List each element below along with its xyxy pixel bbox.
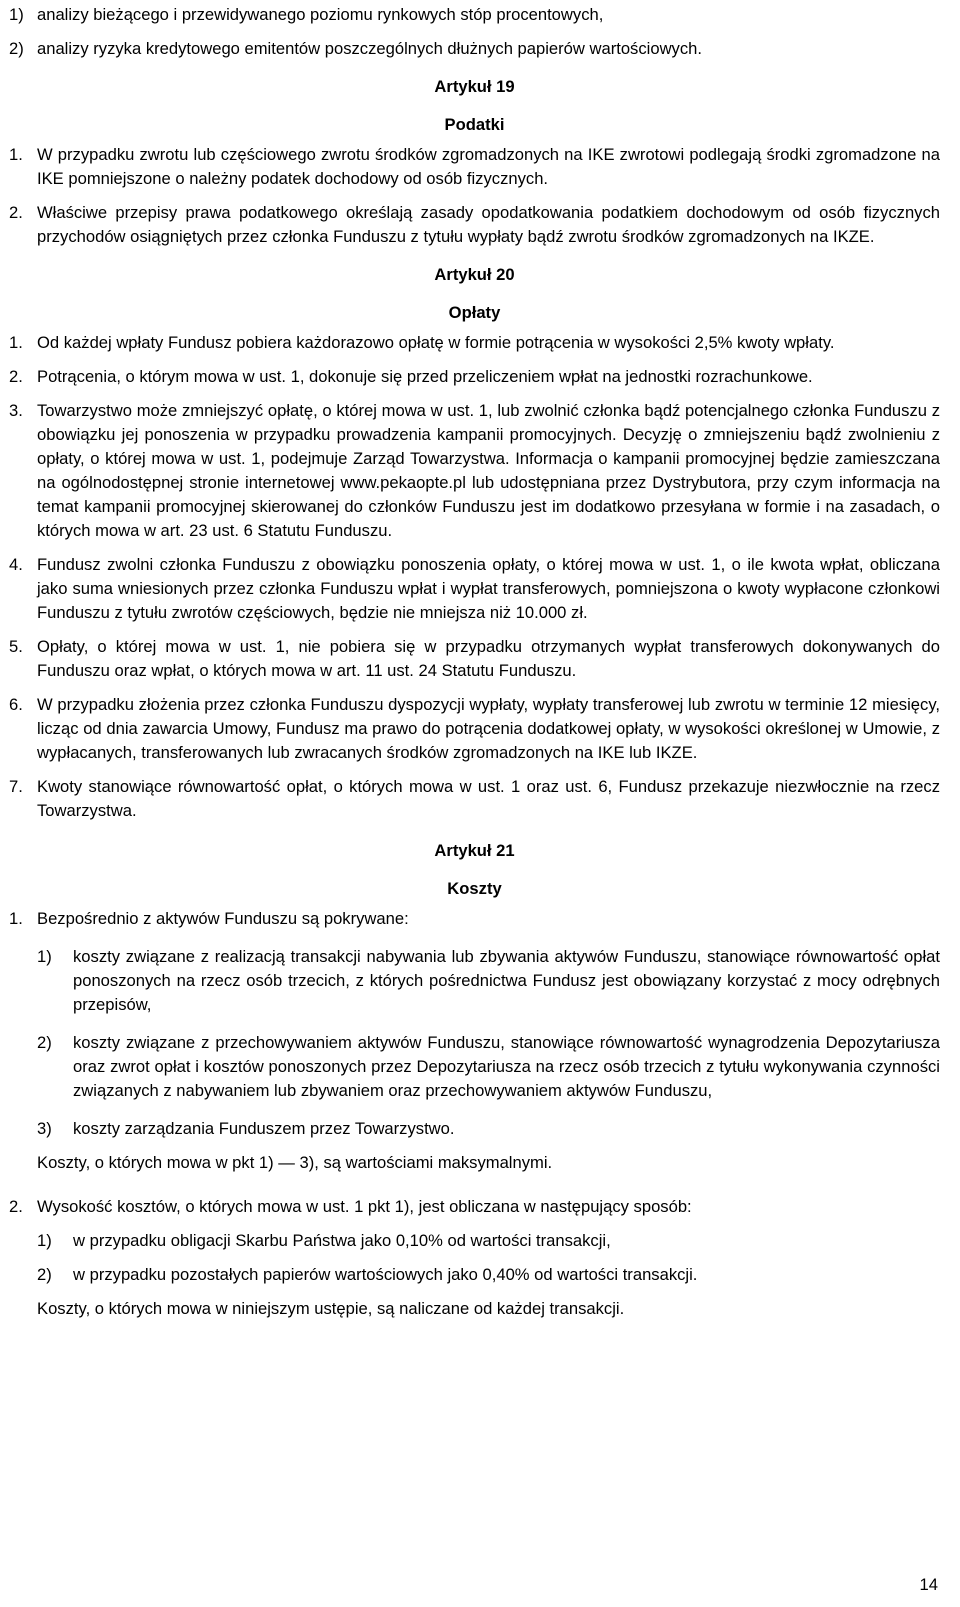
art21-item-1 xyxy=(9,907,940,931)
article-20-heading: Artykuł 20 xyxy=(434,265,515,284)
list-text: analizy ryzyka kredytowego emitentów poszczególnych dłużnych papierów wartościowych. xyxy=(37,39,702,58)
list-number: 7. xyxy=(9,777,23,796)
art21-p2-subitem-1 xyxy=(9,1229,940,1253)
list-number: 6. xyxy=(9,695,23,714)
art21-note-2: Koszty, o których mowa w niniejszym ustępie, są naliczane od każdej transakcji. xyxy=(37,1299,625,1318)
list-text: Od każdej wpłaty Fundusz pobiera każdorazowo opłatę w formie potrącenia w wysokości 2,5% kwoty wpłaty. xyxy=(37,333,835,352)
list-number: 2. xyxy=(9,203,23,222)
art20-item-4 xyxy=(9,553,940,625)
sublist-number: 3) xyxy=(37,1119,52,1138)
list-number: 2) xyxy=(9,39,24,58)
article-19-title: Podatki xyxy=(444,115,505,134)
list-number: 2. xyxy=(9,367,23,386)
art21-p2-subitem-2 xyxy=(9,1263,940,1287)
sublist-text: w przypadku pozostałych papierów wartościowych jako 0,40% od wartości transakcji. xyxy=(73,1265,698,1284)
art21-note-1: Koszty, o których mowa w pkt 1) — 3), są wartościami maksymalnymi. xyxy=(37,1153,553,1172)
sublist-text: w przypadku obligacji Skarbu Państwa jako 0,10% od wartości transakcji, xyxy=(73,1231,611,1250)
article-21-title: Koszty xyxy=(447,879,502,898)
art21-subitem-2 xyxy=(9,1031,940,1103)
list-text: Fundusz zwolni członka Funduszu z obowiązku ponoszenia opłaty, o której mowa w ust. 1, o ile kwota wpłat, obliczana jako suma wniesionych przez członka Funduszu wpłat i wypłat transferowych, pomniejszona o kwoty wypłacone członkowi Funduszu z tytułu zwrotów częściowych, będzie nie mniejsza niż 10.000 zł. xyxy=(37,555,940,622)
list-text: Opłaty, o której mowa w ust. 1, nie pobiera się w przypadku otrzymanych wypłat transferowych dokonywanych do Funduszu oraz wpłat, o których mowa w art. 11 ust. 24 Statutu Funduszu. xyxy=(37,637,940,680)
intro-item-2 xyxy=(9,37,940,61)
list-number: 1. xyxy=(9,909,23,928)
list-text: analizy bieżącego i przewidywanego poziomu rynkowych stóp procentowych, xyxy=(37,5,604,24)
article-21-heading: Artykuł 21 xyxy=(434,841,515,860)
list-text: Właściwe przepisy prawa podatkowego określają zasady opodatkowania podatkiem dochodowym od osób fizycznych przychodów osiągniętych przez członka Funduszu z tytułu wypłaty bądź zwrotu środków zgromadzonych na IKZE. xyxy=(37,203,940,246)
art19-item-1 xyxy=(9,143,940,191)
art19-item-2 xyxy=(9,201,940,249)
sublist-number: 1) xyxy=(37,1231,52,1250)
art21-item-2 xyxy=(9,1195,940,1219)
sublist-text: koszty związane z realizacją transakcji nabywania lub zbywania aktywów Funduszu, stanowiące równowartość opłat ponoszonych na rzecz osób trzecich, z których pośrednictwa Fundusz jest obowiązany korzystać z mocy odrębnych przepisów, xyxy=(73,947,940,1014)
art21-subitem-1 xyxy=(9,945,940,1017)
list-number: 4. xyxy=(9,555,23,574)
sublist-number: 2) xyxy=(37,1033,52,1052)
list-number: 2. xyxy=(9,1197,23,1216)
art20-item-2 xyxy=(9,365,940,389)
list-text: Bezpośrednio z aktywów Funduszu są pokrywane: xyxy=(37,909,409,928)
page-number: 14 xyxy=(919,1575,938,1594)
art20-item-7 xyxy=(9,775,940,823)
art20-item-6 xyxy=(9,693,940,765)
sublist-number: 1) xyxy=(37,947,52,966)
art21-subitem-3 xyxy=(9,1117,940,1141)
list-number: 1) xyxy=(9,5,24,24)
list-number: 1. xyxy=(9,333,23,352)
art20-item-3 xyxy=(9,399,940,543)
list-text: W przypadku zwrotu lub częściowego zwrotu środków zgromadzonych na IKE zwrotowi podlegają środki zgromadzone na IKE pomniejszone o należny podatek dochodowy od osób fizycznych. xyxy=(37,145,940,188)
intro-item-1 xyxy=(9,3,940,27)
list-text: Potrącenia, o którym mowa w ust. 1, dokonuje się przed przeliczeniem wpłat na jednostki rozrachunkowe. xyxy=(37,367,813,386)
page-content xyxy=(9,3,940,1321)
list-text: Towarzystwo może zmniejszyć opłatę, o której mowa w ust. 1, lub zwolnić członka bądź potencjalnego członka Funduszu z obowiązku jej ponoszenia w przypadku prowadzenia kampanii promocyjnych. Decyzję o zmniejszeniu bądź zwolnieniu z opłaty, o której mowa w ust. 1, podejmuje Zarząd Towarzystwa. Informacja o kampanii promocyjnej będzie zamieszczana na ogólnodostępnej stronie internetowej www.pekaopte.pl lub udostępniana przez Dystrybutora, przy czym informacja na temat kampanii promocyjnej skierowanej do członków Funduszu jest im dodatkowo przesyłana w formie i na zasadach, o których mowa w art. 23 ust. 6 Statutu Funduszu. xyxy=(37,401,940,540)
sublist-number: 2) xyxy=(37,1265,52,1284)
list-text: Kwoty stanowiące równowartość opłat, o których mowa w ust. 1 oraz ust. 6, Fundusz przekazuje niezwłocznie na rzecz Towarzystwa. xyxy=(37,777,940,820)
list-number: 1. xyxy=(9,145,23,164)
sublist-text: koszty związane z przechowywaniem aktywów Funduszu, stanowiące równowartość wynagrodzenia Depozytariusza oraz zwrot opłat i kosztów ponoszonych przez Depozytariusza na rzecz osób trzecich z tytułu wykonywania czynności związanych z nabywaniem lub zbywaniem oraz przechowywaniem aktywów Funduszu, xyxy=(73,1033,940,1100)
article-19-heading: Artykuł 19 xyxy=(434,77,515,96)
article-20-title: Opłaty xyxy=(448,303,501,322)
list-number: 3. xyxy=(9,401,23,420)
art20-item-5 xyxy=(9,635,940,683)
list-number: 5. xyxy=(9,637,23,656)
art20-item-1 xyxy=(9,331,940,355)
list-text: W przypadku złożenia przez członka Funduszu dyspozycji wypłaty, wypłaty transferowej lub zwrotu w terminie 12 miesięcy, licząc od dnia zawarcia Umowy, Fundusz ma prawo do potrącenia dodatkowej opłaty, w wysokości określonej w Umowie, z wypłacanych, transferowanych lub zwracanych środków zgromadzonych na IKE lub IKZE. xyxy=(37,695,940,762)
sublist-text: koszty zarządzania Funduszem przez Towarzystwo. xyxy=(73,1119,455,1138)
list-text: Wysokość kosztów, o których mowa w ust. 1 pkt 1), jest obliczana w następujący sposób: xyxy=(37,1197,692,1216)
